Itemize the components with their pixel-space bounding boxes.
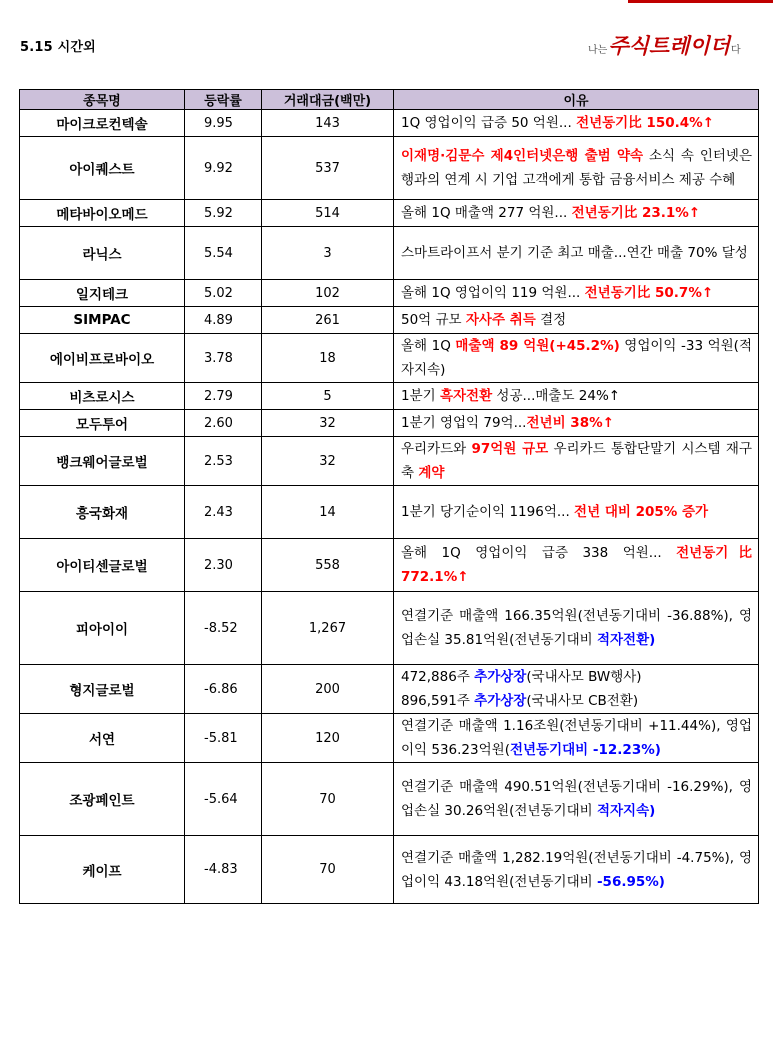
highlight-text: 추가상장 bbox=[474, 669, 527, 685]
trade-amount: 1,267 bbox=[262, 592, 394, 665]
reason-cell bbox=[394, 836, 759, 904]
change-rate: 9.92 bbox=[185, 137, 262, 200]
change-rate: 2.79 bbox=[185, 383, 262, 410]
logo-prefix: 나는 bbox=[588, 45, 608, 56]
stock-name: 비츠로시스 bbox=[20, 383, 185, 410]
trade-amount: 558 bbox=[262, 539, 394, 592]
reason-cell bbox=[394, 592, 759, 665]
stock-name: 서연 bbox=[20, 714, 185, 763]
stock-name: 아이티센글로벌 bbox=[20, 539, 185, 592]
reason-text: 50억 규모 bbox=[401, 312, 466, 328]
reason-text: 연결기준 매출액 490.51억원(전년동기대비 -16.29%), 영업손실 30.26억원(전년동기대비 bbox=[401, 779, 752, 819]
table-row bbox=[20, 665, 759, 714]
stock-name: 에이비프로바이오 bbox=[20, 334, 185, 383]
reason-text: 영업이익 -33 억원(적자지속) bbox=[401, 338, 752, 378]
change-rate: 2.30 bbox=[185, 539, 262, 592]
reason-text: 올해 1Q 영업이익 119 억원... bbox=[401, 285, 585, 301]
reason-text: (국내사모 BW행사) bbox=[526, 669, 642, 685]
reason-cell bbox=[394, 763, 759, 836]
change-rate: 5.92 bbox=[185, 200, 262, 227]
trade-amount: 32 bbox=[262, 437, 394, 486]
change-rate: -8.52 bbox=[185, 592, 262, 665]
stock-name: SIMPAC bbox=[20, 307, 185, 334]
after-hours-stock-table bbox=[19, 89, 759, 904]
highlight-text: 전년동기比 50.7%↑ bbox=[584, 285, 714, 301]
highlight-text: 계약 bbox=[418, 465, 445, 481]
column-header-amount: 거래대금(백만) bbox=[262, 90, 394, 110]
change-rate: -5.81 bbox=[185, 714, 262, 763]
highlight-text: 전년동기대비 -12.23%) bbox=[509, 742, 661, 758]
reason-cell bbox=[394, 437, 759, 486]
stock-name: 형지글로벌 bbox=[20, 665, 185, 714]
stock-name: 조광페인트 bbox=[20, 763, 185, 836]
reason-text: 896,591주 bbox=[401, 693, 475, 709]
change-rate: 2.60 bbox=[185, 410, 262, 437]
reason-cell bbox=[394, 137, 759, 200]
logo-suffix: 다 bbox=[731, 45, 741, 56]
trade-amount: 14 bbox=[262, 486, 394, 539]
report-date-title: 5.15 시간외 bbox=[20, 40, 96, 55]
change-rate: -5.64 bbox=[185, 763, 262, 836]
reason-text: 1분기 영업익 79억... bbox=[401, 415, 527, 431]
change-rate: 2.43 bbox=[185, 486, 262, 539]
stock-name: 모두투어 bbox=[20, 410, 185, 437]
change-rate: -6.86 bbox=[185, 665, 262, 714]
highlight-text: 전년비 38%↑ bbox=[526, 415, 614, 431]
reason-cell bbox=[394, 200, 759, 227]
stock-name: 메타바이오메드 bbox=[20, 200, 185, 227]
reason-text: 올해 1Q 매출액 277 억원... bbox=[401, 205, 572, 221]
reason-cell bbox=[394, 410, 759, 437]
trade-amount: 3 bbox=[262, 227, 394, 280]
highlight-text: 자사주 취득 bbox=[465, 312, 536, 328]
highlight-text: -56.95%) bbox=[596, 873, 665, 890]
table-row bbox=[20, 334, 759, 383]
table-row bbox=[20, 437, 759, 486]
reason-text: 결정 bbox=[535, 312, 567, 328]
change-rate: 5.54 bbox=[185, 227, 262, 280]
reason-cell bbox=[394, 486, 759, 539]
highlight-text: 97억원 규모 bbox=[471, 441, 549, 457]
reason-text: (국내사모 CB전환) bbox=[526, 693, 639, 709]
trade-amount: 200 bbox=[262, 665, 394, 714]
stock-name: 흥국화재 bbox=[20, 486, 185, 539]
trade-amount: 120 bbox=[262, 714, 394, 763]
highlight-text: 흑자전환 bbox=[439, 388, 493, 404]
stock-name: 아이퀘스트 bbox=[20, 137, 185, 200]
table-row bbox=[20, 280, 759, 307]
table-header-row bbox=[20, 90, 759, 110]
highlight-text: 전년 대비 205% 증가 bbox=[574, 504, 709, 520]
highlight-text: 매출액 89 억원(+45.2%) bbox=[455, 338, 620, 354]
stock-name: 피아이이 bbox=[20, 592, 185, 665]
reason-text: 올해 1Q 영업이익 급증 338 억원... bbox=[401, 545, 677, 561]
change-rate: 2.53 bbox=[185, 437, 262, 486]
highlight-text: 전년동기比 150.4%↑ bbox=[576, 115, 714, 131]
reason-text: 472,886주 bbox=[401, 669, 475, 685]
highlight-text: 전년동기比 23.1%↑ bbox=[571, 205, 701, 221]
trade-amount: 102 bbox=[262, 280, 394, 307]
reason-text: 1분기 bbox=[401, 388, 440, 404]
reason-text: 우리카드와 bbox=[401, 441, 472, 457]
column-header-reason: 이유 bbox=[394, 90, 759, 110]
change-rate: 3.78 bbox=[185, 334, 262, 383]
highlight-text: 이재명·김문수 제4인터넷은행 출범 약속 bbox=[401, 148, 644, 164]
stock-name: 일지테크 bbox=[20, 280, 185, 307]
stock-name: 케이프 bbox=[20, 836, 185, 904]
table-row bbox=[20, 227, 759, 280]
reason-text: 소식 속 인터넷은행과의 연계 시 기업 고객에게 통합 금융서비스 제공 수혜 bbox=[401, 148, 752, 188]
reason-cell bbox=[394, 110, 759, 137]
highlight-text: 추가상장 bbox=[474, 693, 527, 709]
table-row bbox=[20, 592, 759, 665]
reason-text: 성공...매출도 24%↑ bbox=[492, 388, 621, 404]
top-accent-line bbox=[628, 0, 773, 3]
table-body bbox=[20, 110, 759, 904]
reason-cell bbox=[394, 539, 759, 592]
column-header-rate: 등락률 bbox=[185, 90, 262, 110]
reason-text: 올해 1Q bbox=[401, 338, 456, 354]
stock-name: 뱅크웨어글로벌 bbox=[20, 437, 185, 486]
reason-cell bbox=[394, 280, 759, 307]
reason-cell bbox=[394, 227, 759, 280]
table-row bbox=[20, 836, 759, 904]
column-header-name: 종목명 bbox=[20, 90, 185, 110]
reason-text: 1Q 영업이익 급증 50 억원... bbox=[401, 115, 577, 131]
reason-cell bbox=[394, 334, 759, 383]
reason-cell bbox=[394, 714, 759, 763]
stock-name: 라닉스 bbox=[20, 227, 185, 280]
table-row bbox=[20, 486, 759, 539]
reason-text: 연결기준 매출액 166.35억원(전년동기대비 -36.88%), 영업손실 35.81억원(전년동기대비 bbox=[401, 608, 752, 648]
trade-amount: 5 bbox=[262, 383, 394, 410]
table-row bbox=[20, 539, 759, 592]
highlight-text: 전년동기比 772.1%↑ bbox=[401, 545, 752, 585]
trade-amount: 70 bbox=[262, 836, 394, 904]
reason-cell bbox=[394, 307, 759, 334]
trade-amount: 514 bbox=[262, 200, 394, 227]
table-row bbox=[20, 307, 759, 334]
reason-cell bbox=[394, 665, 759, 714]
change-rate: 9.95 bbox=[185, 110, 262, 137]
brand-logo bbox=[588, 30, 741, 56]
trade-amount: 261 bbox=[262, 307, 394, 334]
trade-amount: 143 bbox=[262, 110, 394, 137]
change-rate: 5.02 bbox=[185, 280, 262, 307]
reason-cell bbox=[394, 383, 759, 410]
trade-amount: 537 bbox=[262, 137, 394, 200]
reason-text: 1분기 당기순이익 1196억... bbox=[401, 504, 575, 520]
highlight-text: 적자지속) bbox=[596, 803, 656, 819]
table-row bbox=[20, 137, 759, 200]
reason-text: 우리카드 통합단말기 시스템 재구축 bbox=[401, 441, 752, 481]
table-row bbox=[20, 200, 759, 227]
table-row bbox=[20, 714, 759, 763]
table-row bbox=[20, 763, 759, 836]
reason-text: 연결기준 매출액 1,282.19억원(전년동기대비 -4.75%), 영업이익 43.18억원(전년동기대비 bbox=[401, 849, 752, 890]
logo-main-text: 주식트레이더 bbox=[608, 33, 731, 58]
change-rate: -4.83 bbox=[185, 836, 262, 904]
trade-amount: 32 bbox=[262, 410, 394, 437]
reason-line bbox=[401, 665, 752, 689]
change-rate: 4.89 bbox=[185, 307, 262, 334]
highlight-text: 적자전환) bbox=[596, 632, 656, 648]
reason-line bbox=[401, 689, 752, 713]
stock-name: 마이크로컨텍솔 bbox=[20, 110, 185, 137]
reason-text: 연결기준 매출액 1.16조원(전년동기대비 +11.44%), 영업이익 536.23억원( bbox=[401, 718, 752, 758]
table-row bbox=[20, 410, 759, 437]
trade-amount: 18 bbox=[262, 334, 394, 383]
table-row bbox=[20, 110, 759, 137]
reason-text: 스마트라이프서 분기 기준 최고 매출...연간 매출 70% 달성 bbox=[401, 245, 748, 261]
table-row bbox=[20, 383, 759, 410]
trade-amount: 70 bbox=[262, 763, 394, 836]
